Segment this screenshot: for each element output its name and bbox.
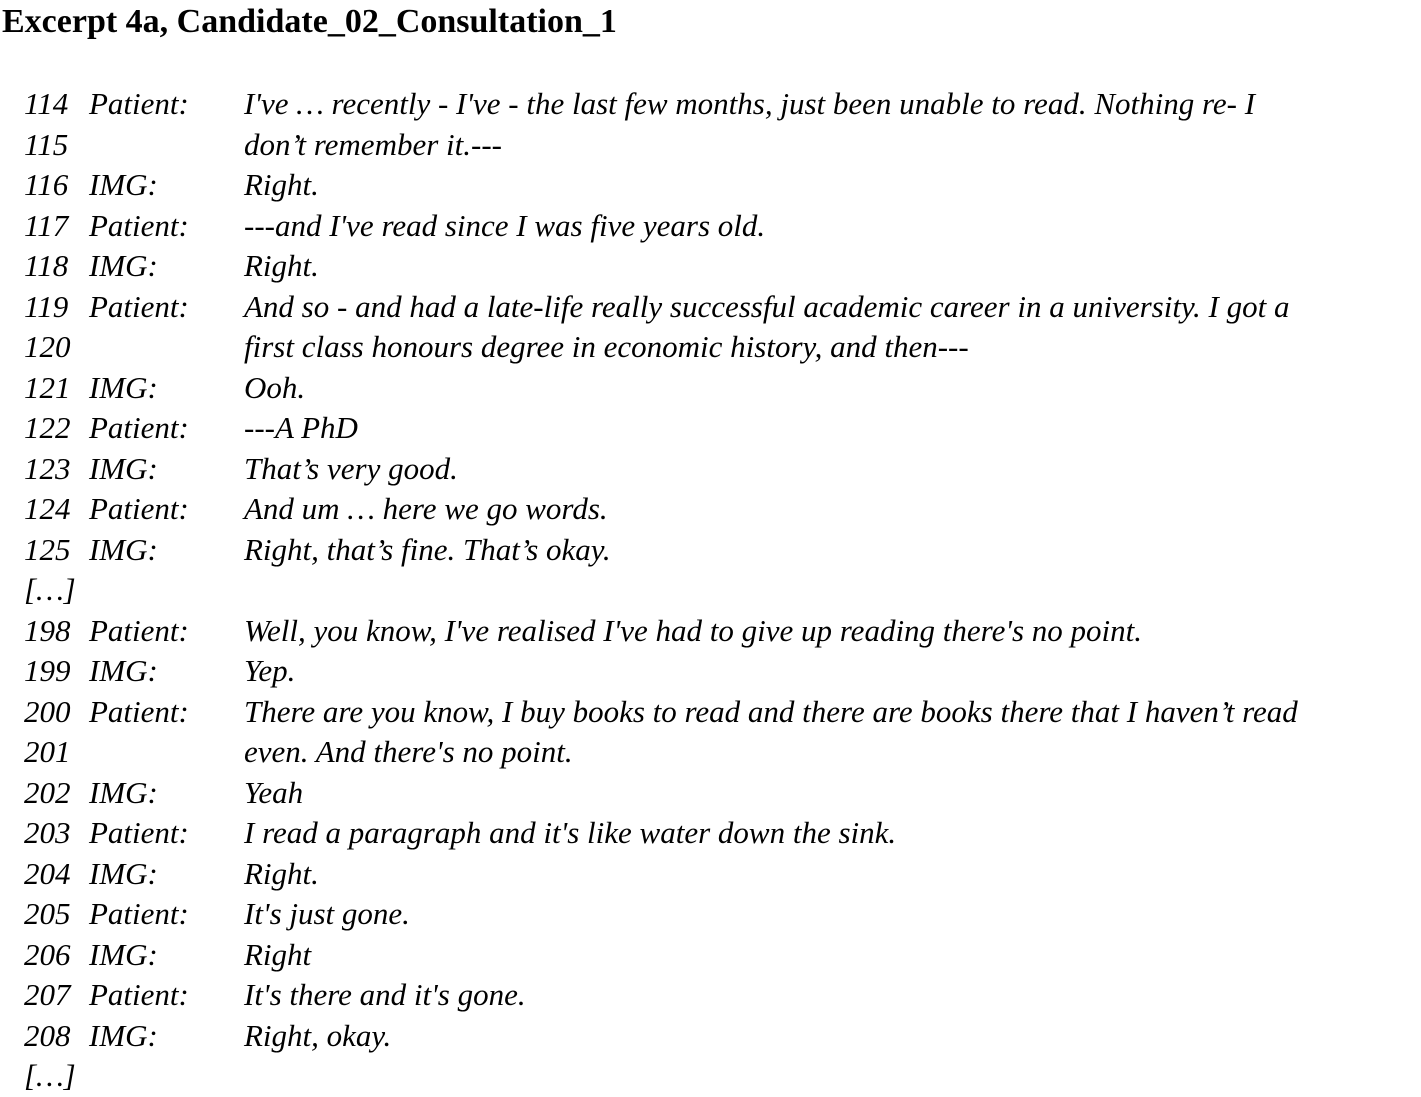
transcript-line [0,813,1421,854]
line-number: 208 [24,1017,71,1053]
line-number: 199 [24,653,71,688]
line-number: 123 [24,450,71,486]
transcript-line [0,408,1421,449]
speaker-label: Patient: [89,693,189,729]
utterance-text: ---and I've read since I was five years old. [244,207,766,243]
transcript-line [0,246,1421,287]
speaker-label: IMG: [89,936,158,972]
speaker-label: IMG: [89,653,158,688]
transcript-line [0,732,1421,773]
transcript-line [0,368,1421,409]
speaker-label: Patient: [89,288,189,324]
transcript-line [0,84,1421,125]
utterance-text: Right. [244,248,319,283]
utterance-text: Ooh. [244,369,306,405]
omission-marker [0,1056,1421,1097]
transcript [0,84,1421,1097]
line-number: 125 [24,531,71,567]
utterance-text: And um … here we go words. [244,491,608,526]
transcript-line [0,773,1421,814]
line-number: 201 [24,734,71,769]
speaker-label: Patient: [89,207,189,243]
utterance-text: ---A PhD [244,410,358,445]
utterance-text: even. And there's no point. [244,734,573,769]
omission-text: […] [24,572,76,607]
line-number: 114 [24,86,69,121]
utterance-text: Right [244,936,312,972]
line-number: 116 [24,167,69,202]
utterance-text: There are you know, I buy books to read and there are books there that I haven’t read [244,693,1298,729]
speaker-label: IMG: [89,167,158,202]
line-number: 115 [24,126,69,162]
transcript-line [0,611,1421,652]
utterance-text: Yeah [244,774,304,810]
speaker-label: IMG: [89,369,158,405]
utterance-text: I've … recently - I've - the last few months, just been unable to read. Nothing re- I [244,86,1256,121]
line-number: 122 [24,410,71,445]
line-number: 118 [24,248,69,283]
speaker-label: Patient: [89,410,189,445]
line-number: 117 [24,207,69,243]
transcript-line [0,125,1421,166]
utterance-text: It's there and it's gone. [244,977,526,1012]
transcript-line [0,894,1421,935]
line-number: 198 [24,612,71,648]
utterance-text: Right, that’s fine. That’s okay. [244,531,611,567]
line-number: 202 [24,774,71,810]
speaker-label: IMG: [89,248,158,283]
transcript-line [0,530,1421,571]
transcript-line [0,651,1421,692]
line-number: 205 [24,896,71,931]
utterance-text: don’t remember it.--- [244,126,502,162]
utterance-text: Yep. [244,653,296,688]
speaker-label: Patient: [89,977,189,1012]
utterance-text: first class honours degree in economic history, and then--- [244,329,969,364]
transcript-line [0,449,1421,490]
omission-text: […] [24,1058,76,1093]
utterance-text: Right. [244,167,319,202]
transcript-line [0,1016,1421,1057]
speaker-label: Patient: [89,86,189,121]
utterance-text: Right. [244,855,319,891]
transcript-line [0,327,1421,368]
line-number: 200 [24,693,71,729]
transcript-line [0,489,1421,530]
transcript-line [0,206,1421,247]
utterance-text: It's just gone. [244,896,410,931]
transcript-line [0,692,1421,733]
transcript-line [0,975,1421,1016]
line-number: 120 [24,329,71,364]
speaker-label: IMG: [89,450,158,486]
speaker-label: IMG: [89,531,158,567]
speaker-label: IMG: [89,855,158,891]
transcript-line [0,854,1421,895]
transcript-line [0,935,1421,976]
speaker-label: Patient: [89,815,189,850]
utterance-text: That’s very good. [244,450,458,486]
transcript-line [0,287,1421,328]
excerpt-title: Excerpt 4a, Candidate_02_Consultation_1 [2,3,617,40]
speaker-label: Patient: [89,491,189,526]
line-number: 206 [24,936,71,972]
line-number: 121 [24,369,71,405]
omission-marker [0,570,1421,611]
utterance-text: Right, okay. [244,1017,392,1053]
utterance-text: Well, you know, I've realised I've had to give up reading there's no point. [244,612,1143,648]
line-number: 207 [24,977,71,1012]
speaker-label: IMG: [89,774,158,810]
line-number: 119 [24,288,69,324]
line-number: 203 [24,815,71,850]
line-number: 204 [24,855,71,891]
speaker-label: Patient: [89,612,189,648]
speaker-label: IMG: [89,1017,158,1053]
utterance-text: I read a paragraph and it's like water down the sink. [244,815,897,850]
speaker-label: Patient: [89,896,189,931]
utterance-text: And so - and had a late-life really successful academic career in a university. I got a [244,288,1290,324]
line-number: 124 [24,491,71,526]
transcript-line [0,165,1421,206]
